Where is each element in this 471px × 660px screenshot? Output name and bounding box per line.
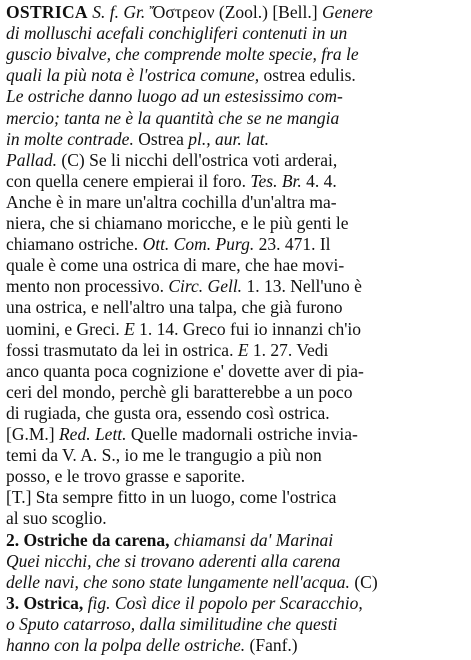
- entry-line: [6, 551, 465, 571]
- entry-line: [6, 361, 465, 381]
- entry-text: guscio bivalve, che comprende molte specie, fra le: [6, 44, 359, 65]
- entry-line: [6, 403, 465, 423]
- entry-text: fig. Così dice il popolo per Scaracchio,: [83, 592, 363, 613]
- entry-text: Quei nicchi, che si trovano aderenti alla carena: [6, 550, 341, 571]
- entry-line: [6, 635, 465, 655]
- entry-line: [6, 614, 465, 634]
- entry-line: [6, 213, 465, 233]
- entry-text: 1. 27. Vedi: [248, 339, 329, 360]
- entry-text: 2. Ostriche da carena,: [6, 529, 170, 550]
- entry-text: 1. 14. Greco fui io innanzi ch'io: [134, 318, 362, 339]
- entry-line: [6, 171, 465, 191]
- entry-text: quale è come una ostrica di mare, che hae movi-: [6, 255, 345, 276]
- entry-text: 4. 4.: [301, 170, 337, 191]
- entry-text: Red. Lett.: [58, 424, 127, 444]
- entry-text: ostrea edulis.: [263, 65, 356, 86]
- entry-text: (C): [349, 571, 378, 592]
- entry-line: [6, 192, 465, 212]
- entry-line: [6, 234, 465, 254]
- entry-text: uomini, e Greci.: [6, 318, 125, 339]
- entry-text: Anche è in mare un'altra cochilla d'un'altra ma-: [6, 191, 337, 212]
- entry-text: (Fanf.): [245, 635, 298, 655]
- entry-text: una ostrica, e nell'altro una talpa, che già furono: [6, 297, 343, 318]
- entry-text: o Sputo catarroso, dalla similitudine che questi: [6, 613, 338, 634]
- entry-text: 23. 471. Il: [254, 234, 331, 255]
- entry-text: S. f. Gr.: [87, 2, 150, 22]
- entry-line: [6, 150, 465, 170]
- entry-text: fossi trasmutato da lei in ostrica.: [6, 339, 238, 360]
- entry-text: mercio; tanta ne è la quantità che se ne mangia: [6, 107, 340, 128]
- entry-text: Pallad.: [6, 149, 58, 170]
- entry-text: pl., aur. lat.: [188, 128, 269, 149]
- entry-text: quali la più nota è l'ostrica comune,: [6, 65, 264, 86]
- entry-text: (C) Se li nicchi dell'ostrica voti arderai,: [57, 149, 338, 170]
- entry-line: [6, 2, 465, 22]
- entry-line: [6, 382, 465, 402]
- entry-text: Circ. Gell.: [168, 276, 243, 297]
- entry-text: anco quanta poca cognizione e' dovette aver di pia-: [6, 360, 364, 381]
- entry-line: [6, 276, 465, 296]
- entry-text: Le ostriche danno luogo ad un estesissimo com-: [6, 86, 343, 107]
- entry-line: [6, 466, 465, 486]
- entry-line: [6, 255, 465, 275]
- entry-line: [6, 340, 465, 360]
- entry-line: [6, 572, 465, 592]
- entry-text: 1. 13. Nell'uno è: [242, 276, 362, 297]
- entry-text: OSTRICA: [6, 2, 88, 22]
- entry-text: Ott. Com. Purg.: [142, 234, 255, 255]
- entry-text: Genere: [321, 2, 373, 22]
- entry-text: Ὄστρεον (Zool.) [Bell.]: [149, 2, 322, 22]
- entry-text: Tes. Br.: [250, 170, 302, 191]
- entry-line: [6, 445, 465, 465]
- entry-line: [6, 593, 465, 613]
- entry-line: [6, 23, 465, 43]
- entry-text: chiamansi da' Marinai: [169, 529, 334, 550]
- entry-line: [6, 44, 465, 64]
- entry-line: [6, 530, 465, 550]
- entry-text: 3. Ostrica,: [6, 592, 84, 613]
- entry-line: [6, 129, 465, 149]
- entry-line: [6, 297, 465, 317]
- entry-text: di molluschi acefali conchigliferi contenuti in un: [6, 23, 348, 44]
- entry-line: [6, 65, 465, 85]
- entry-text: [G.M.]: [6, 424, 59, 444]
- entry-text: Ostrea: [138, 128, 189, 149]
- entry-text: di rugiada, che gusta ora, essendo così ostrica.: [6, 402, 330, 423]
- entry-line: [6, 108, 465, 128]
- entry-line: [6, 508, 465, 528]
- entry-text: con quella cenere empierai il foro.: [6, 170, 251, 191]
- entry-text: hanno con la polpa delle ostriche.: [6, 635, 246, 655]
- entry-text: [T.] Sta sempre fitto in un luogo, come l'ostrica: [6, 487, 337, 508]
- entry-line: [6, 424, 465, 444]
- entry-text: temi da V. A. S., io me le trangugio a più non: [6, 445, 322, 466]
- entry-line: [6, 319, 465, 339]
- entry-text: delle navi, che sono state lungamente nell'acqua.: [6, 571, 350, 592]
- entry-text: chiamano ostriche.: [6, 234, 143, 255]
- entry-text: mento non processivo.: [6, 276, 169, 297]
- entry-text: ceri del mondo, perchè gli baratterebbe a un poco: [6, 381, 353, 402]
- entry-text: E: [237, 339, 249, 360]
- entry-text: Quelle madornali ostriche invia-: [126, 424, 358, 444]
- entry-text: posso, e le trovo grasse e saporite.: [6, 466, 246, 487]
- entry-line: [6, 86, 465, 106]
- entry-text: al suo scoglio.: [6, 508, 107, 529]
- entry-text: niera, che si chiamano moricche, e le più genti le: [6, 213, 349, 233]
- entry-text: in molte contrade.: [6, 128, 139, 149]
- entry-line: [6, 487, 465, 507]
- entry-text: E: [124, 318, 135, 339]
